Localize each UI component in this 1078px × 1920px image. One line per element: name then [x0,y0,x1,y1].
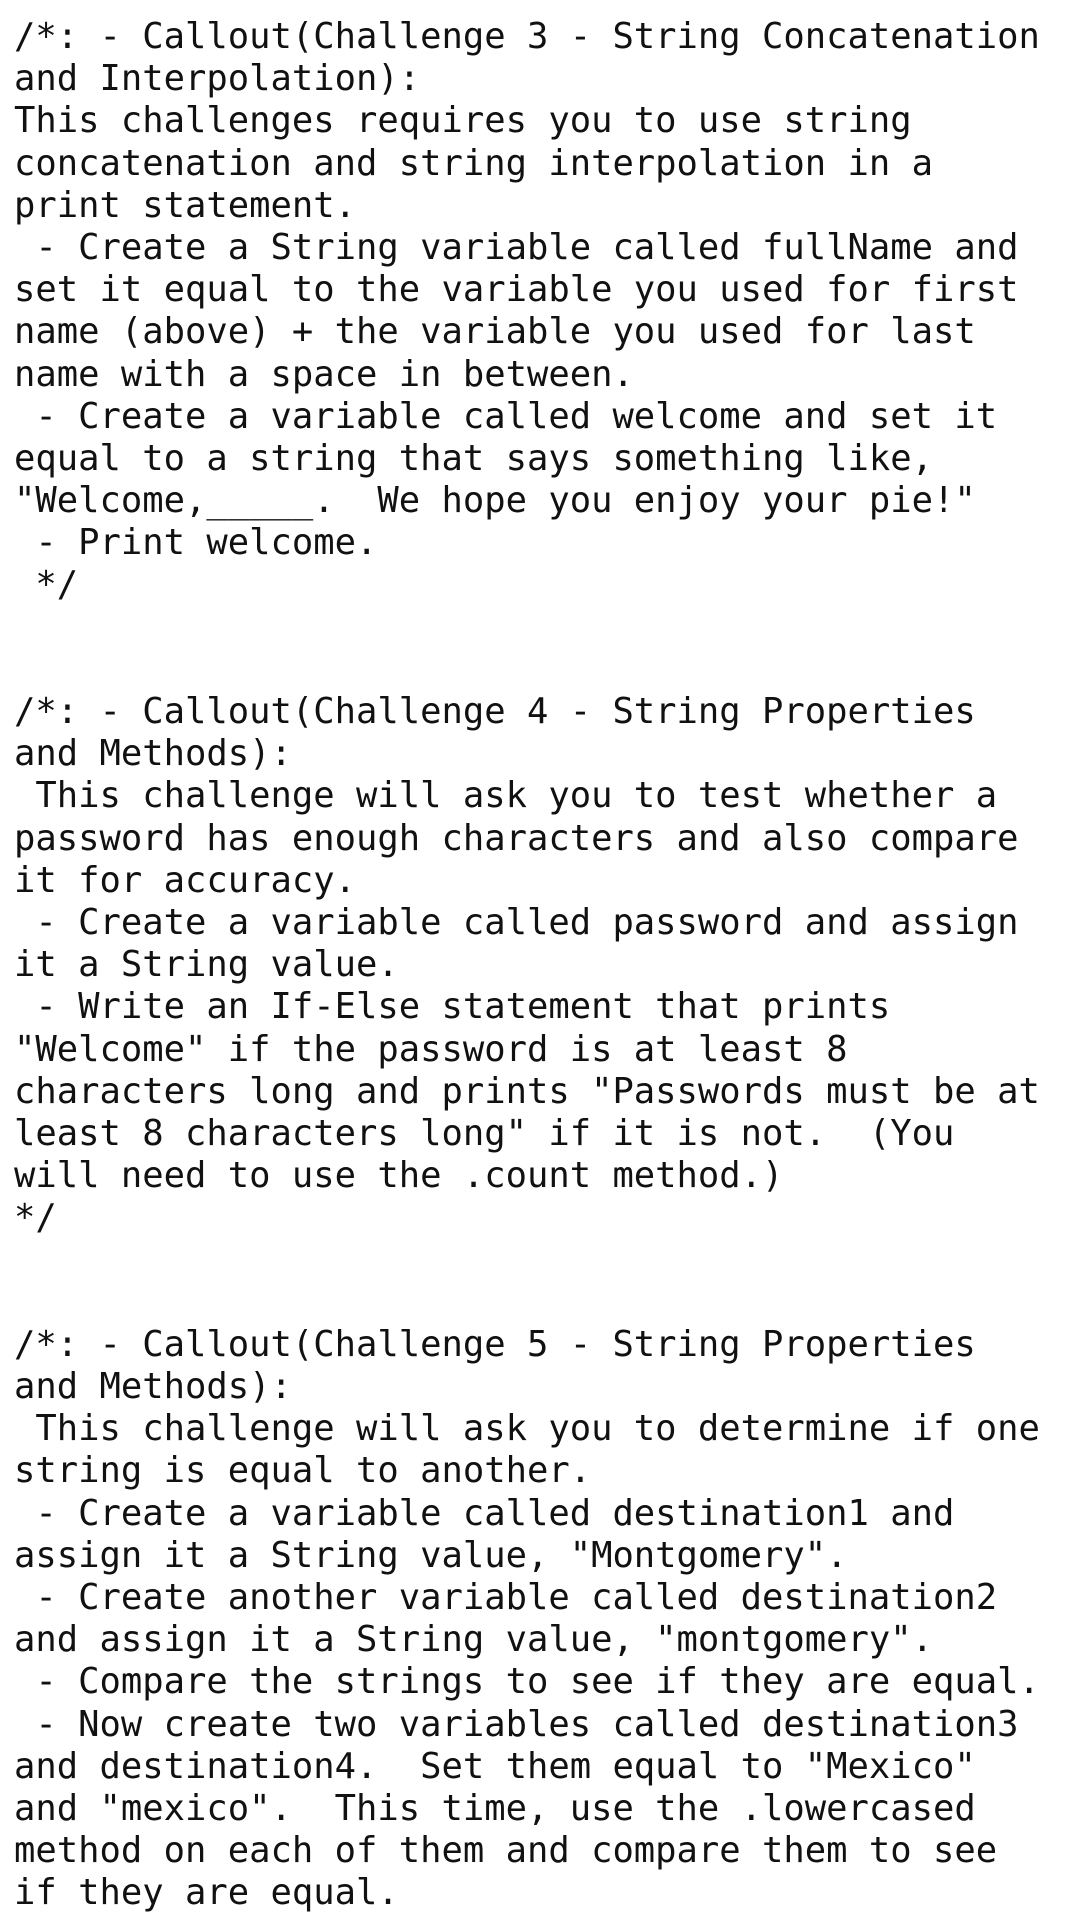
code-line: - Create a variable called destination1 and [14,1492,955,1534]
code-line [14,1282,1074,1324]
code-line: and Interpolation): [14,58,421,100]
code-editor[interactable] [14,16,1074,1914]
code-line: /*: - Callout(Challenge 3 - String Concatenation [14,16,1040,57]
code-line: set it equal to the variable you used for first [14,269,1019,311]
code-line: password has enough characters and also compare [14,817,1019,859]
code-line: if they are equal. [14,1872,399,1914]
code-line: it for accuracy. [14,859,356,901]
code-line: it a String value. [14,944,399,986]
code-line: and assign it a String value, "montgomery". [14,1619,934,1661]
code-line: */ [14,564,79,606]
code-line: least 8 characters long" if it is not. (You [14,1112,955,1154]
code-line: characters long and prints "Passwords must be at [14,1070,1040,1112]
code-line: and Methods): [14,1366,292,1407]
code-line [14,1239,1074,1281]
code-line: string is equal to another. [14,1450,592,1492]
code-line: assign it a String value, "Montgomery". [14,1534,848,1576]
code-line: and destination4. Set them equal to "Mexico" [14,1745,976,1787]
code-line [14,649,1074,691]
code-line: /*: - Callout(Challenge 4 - String Properties [14,691,976,732]
code-line: */ [14,1197,57,1239]
code-line: will need to use the .count method.) [14,1155,784,1197]
code-line: This challenge will ask you to determine if one [14,1408,1040,1450]
code-line: "Welcome,_____. We hope you enjoy your pie!" [14,480,976,522]
code-line: This challenge will ask you to test whether a [14,775,998,817]
code-line: and "mexico". This time, use the .lowercased [14,1787,976,1829]
code-line: and Methods): [14,733,292,775]
code-line: - Now create two variables called destination3 [14,1703,1019,1745]
code-line: - Create another variable called destination2 [14,1576,998,1618]
code-line: - Create a String variable called fullName and [14,226,1019,268]
code-line: - Print welcome. [14,522,378,564]
code-line: name with a space in between. [14,353,634,395]
code-line: - Create a variable called password and assign [14,901,1019,943]
code-line: /*: - Callout(Challenge 5 - String Properties [14,1323,976,1365]
code-line [14,607,1074,649]
code-line: - Create a variable called welcome and set it [14,395,998,437]
code-line: "Welcome" if the password is at least 8 [14,1028,848,1070]
code-line: - Write an If-Else statement that prints [14,986,891,1028]
code-line: print statement. [14,184,356,226]
code-line: - Compare the strings to see if they are equal. [14,1661,1040,1703]
code-line: This challenges requires you to use string [14,100,912,142]
code-line: equal to a string that says something like, [14,437,934,479]
code-line: method on each of them and compare them to see [14,1830,998,1872]
code-line: concatenation and string interpolation in a [14,142,934,184]
code-line: name (above) + the variable you used for last [14,311,976,353]
